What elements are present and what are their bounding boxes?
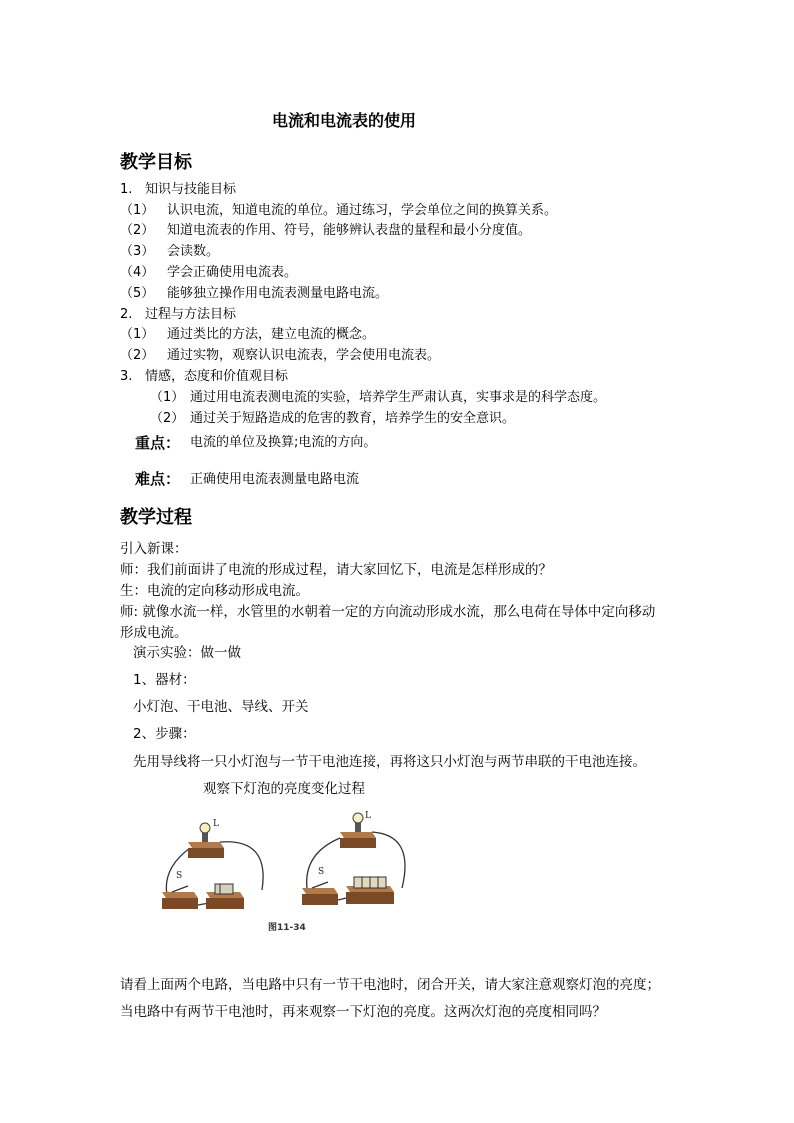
- section-heading-process: 教学过程: [120, 507, 192, 528]
- question-line-1: 请看上面两个电路，当电路中只有一节干电池时，闭合开关，请大家注意观察灯泡的亮度；: [120, 977, 660, 993]
- goal-2-item-2-text: 通过实物，观察认识电流表，学会使用电流表。: [167, 348, 441, 363]
- intro-line-4: 师: 就像水流一样，水管里的水朝着一定的方向流动形成水流，那么电荷在导体中定向移动: [120, 604, 656, 620]
- battery-board-right: [346, 877, 394, 904]
- goal-3-item-2-number: （2）: [150, 411, 185, 426]
- goal-2-title: 过程与方法目标: [145, 307, 237, 322]
- goal-1-item-5-number: （5）: [120, 286, 155, 301]
- key-point-label: 重点：: [135, 434, 181, 452]
- lamp-label-left: L: [213, 819, 219, 829]
- lamp-label-right: L: [365, 811, 371, 821]
- goal-1-item-3-text: 会读数。: [167, 244, 220, 259]
- figure-caption: 图11-34: [268, 923, 306, 933]
- switch-label-right: S: [318, 867, 325, 877]
- observe-text: 观察下灯泡的亮度变化过程: [203, 781, 365, 797]
- goal-3-item-1-number: （1）: [150, 390, 185, 405]
- key-point-text: 电流的单位及换算;电流的方向。: [190, 435, 377, 450]
- intro-line-1: 引入新课：: [120, 541, 188, 557]
- circuit-diagram: [150, 800, 440, 945]
- battery-board-left: [206, 884, 244, 909]
- procedure-text: 先用导线将一只小灯泡与一节干电池连接，再将这只小灯泡与两节串联的干电池连接。: [133, 754, 646, 770]
- goal-2-item-2-number: （2）: [120, 348, 155, 363]
- goal-3-item-2-text: 通过关于短路造成的危害的教育，培养学生的安全意识。: [190, 411, 516, 426]
- goal-2-item-1-text: 通过类比的方法，建立电流的概念。: [167, 327, 376, 342]
- goal-1-item-4-text: 学会正确使用电流表。: [167, 265, 298, 280]
- difficulty-label: 难点：: [135, 470, 181, 488]
- goal-2-number: 2.: [120, 307, 133, 322]
- goal-3-number: 3.: [120, 369, 133, 384]
- goal-1-item-1-text: 认识电流，知道电流的单位。通过练习，学会单位之间的换算关系。: [167, 203, 558, 218]
- goal-2-item-1-number: （1）: [120, 327, 155, 342]
- intro-line-2: 师：我们前面讲了电流的形成过程，请大家回忆下，电流是怎样形成的？: [120, 562, 552, 578]
- goal-1-title: 知识与技能目标: [145, 182, 237, 197]
- materials-text: 小灯泡、干电池、导线、开关: [133, 699, 309, 715]
- goal-1-item-4-number: （4）: [120, 265, 155, 280]
- goal-1-number: 1.: [120, 182, 133, 197]
- switch-label-left: S: [176, 871, 183, 881]
- difficulty-text: 正确使用电流表测量电路电流: [190, 472, 360, 487]
- demo-heading: 演示实验：做一做: [133, 645, 241, 661]
- switch-board-left: [162, 886, 198, 909]
- page-title: 电流和电流表的使用: [272, 111, 417, 130]
- goal-1-item-5-text: 能够独立操作用电流表测量电路电流。: [167, 286, 389, 301]
- step-2-label: 2、步骤：: [133, 726, 196, 742]
- goal-3-item-1-text: 通过用电流表测电流的实验，培养学生严肃认真，实事求是的科学态度。: [190, 390, 607, 405]
- goal-1-item-1-number: （1）: [120, 203, 155, 218]
- section-heading-goals: 教学目标: [120, 152, 192, 173]
- goal-3-title: 情感，态度和价值观目标: [145, 369, 289, 384]
- goal-1-item-2-number: （2）: [120, 223, 155, 238]
- goal-1-item-2-text: 知道电流表的作用、符号，能够辨认表盘的量程和最小分度值。: [167, 223, 532, 238]
- intro-line-3: 生：电流的定向移动形成电流。: [120, 583, 309, 599]
- step-1-label: 1、器材：: [133, 672, 196, 688]
- goal-1-item-3-number: （3）: [120, 244, 155, 259]
- intro-line-5: 形成电流。: [120, 625, 188, 641]
- circuit-figure: [150, 800, 440, 945]
- question-line-2: 当电路中有两节干电池时，再来观察一下灯泡的亮度。这两次灯泡的亮度相同吗？: [120, 1004, 606, 1020]
